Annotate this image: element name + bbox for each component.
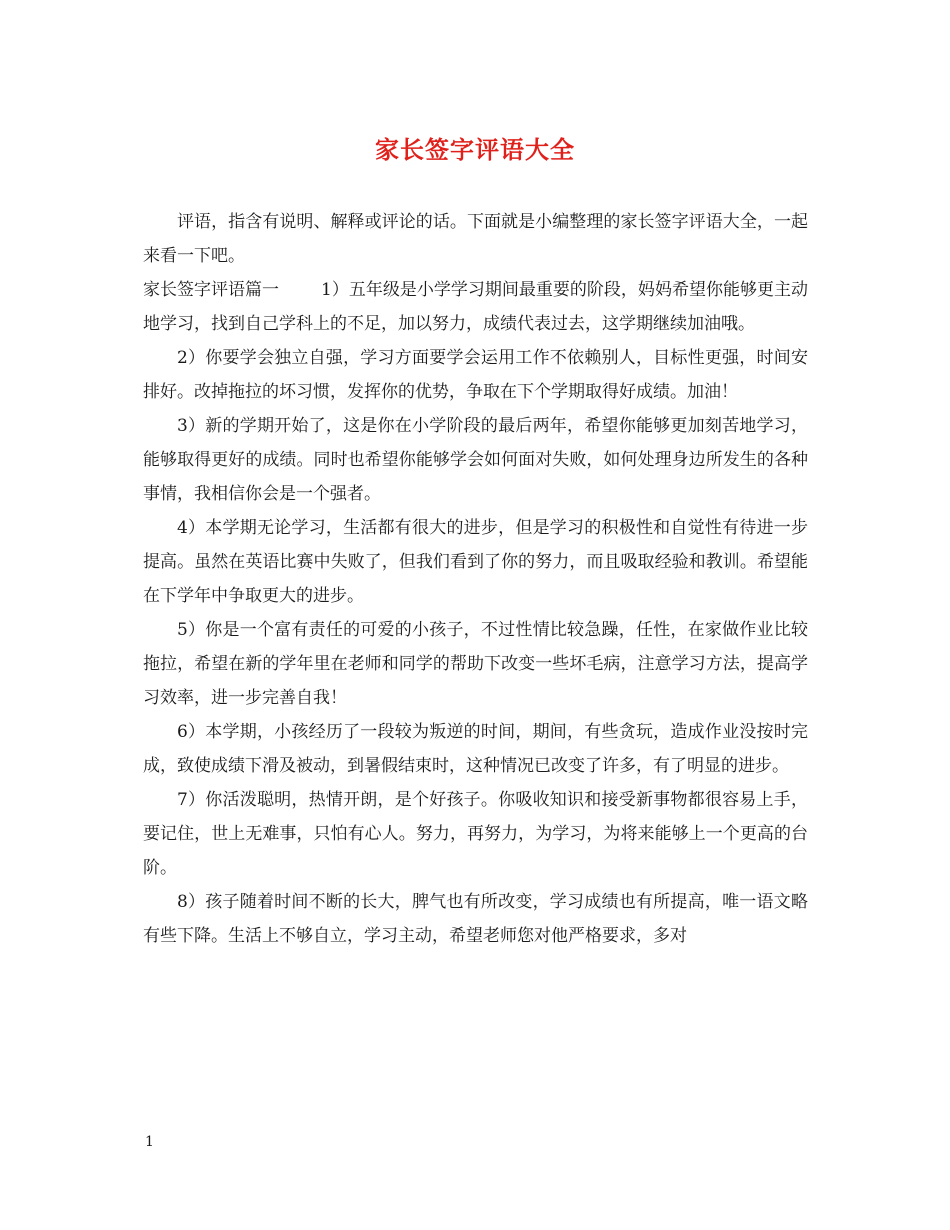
page-number: 1 bbox=[145, 1134, 154, 1150]
comment-paragraph-6: 6）本学期，小孩经历了一段较为叛逆的时间，期间，有些贪玩，造成作业没按时完成，致使成绩下滑及被动，到暑假结束时，这种情况已改变了许多，有了明显的进步。 bbox=[143, 722, 808, 776]
comment-paragraph-8: 8）孩子随着时间不断的长大，脾气也有所改变，学习成绩也有所提高，唯一语文略有些下降。生活上不够自立，学习主动，希望老师您对他严格要求，多对 bbox=[143, 892, 808, 946]
comment-paragraph-3: 3）新的学期开始了，这是你在小学阶段的最后两年，希望你能够更加刻苦地学习，能够取得更好的成绩。同时也希望你能够学会如何面对失败，如何处理身边所发生的各种事情，我相信你会是一个强者。 bbox=[143, 416, 808, 504]
comment-paragraph-7: 7）你活泼聪明，热情开朗，是个好孩子。你吸收知识和接受新事物都很容易上手，要记住，世上无难事，只怕有心人。努力，再努力，为学习，为将来能够上一个更高的台阶。 bbox=[143, 790, 808, 878]
document-title: 家长签字评语大全 bbox=[375, 135, 575, 164]
comment-paragraph-1: 1）五年级是小学学习期间最重要的阶段，妈妈希望你能够更主动地学习，找到自己学科上的不足，加以努力，成绩代表过去，这学期继续加油哦。 bbox=[143, 280, 808, 334]
intro-paragraph: 评语，指含有说明、解释或评论的话。下面就是小编整理的家长签字评语大全，一起来看一下吧。 bbox=[143, 212, 808, 266]
comment-paragraph-4: 4）本学期无论学习，生活都有很大的进步，但是学习的积极性和自觉性有待进一步提高。虽然在英语比赛中失败了，但我们看到了你的努力，而且吸取经验和教训。希望能在下学年中争取更大的进步。 bbox=[143, 518, 808, 606]
section-heading: 家长签字评语篇一 bbox=[143, 280, 279, 300]
document-body bbox=[143, 205, 808, 953]
comment-paragraph-5: 5）你是一个富有责任的可爱的小孩子，不过性情比较急躁，任性，在家做作业比较拖拉，希望在新的学年里在老师和同学的帮助下改变一些坏毛病，注意学习方法，提高学习效率，进一步完善自我！ bbox=[143, 620, 808, 708]
section-first-paragraph bbox=[143, 273, 808, 341]
comment-paragraph-2: 2）你要学会独立自强，学习方面要学会运用工作不依赖别人，目标性更强，时间安排好。改掉拖拉的坏习惯，发挥你的优势，争取在下个学期取得好成绩。加油！ bbox=[143, 348, 808, 402]
